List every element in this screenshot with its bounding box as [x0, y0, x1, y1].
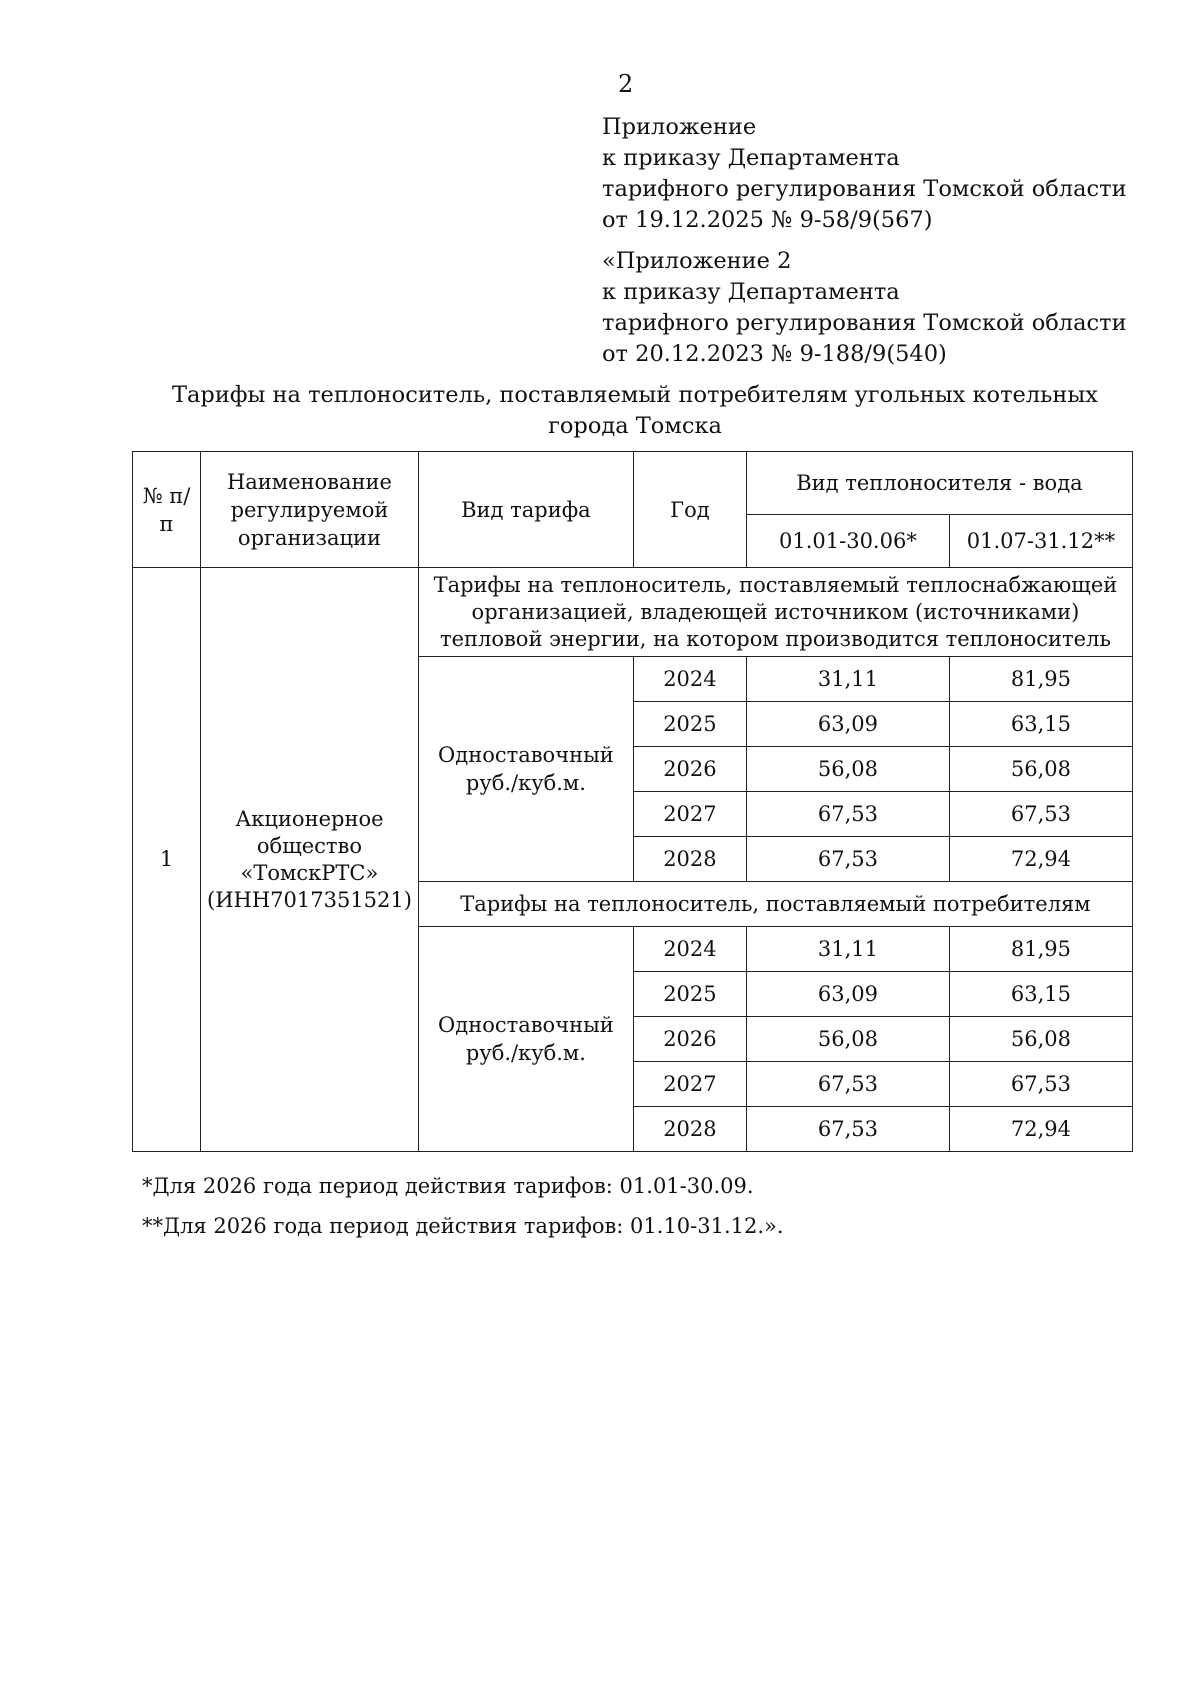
section-caption-row: [133, 568, 1133, 657]
document-title: Тарифы на теплоноситель, поставляемый потребителям угольных котельных города Томска: [172, 382, 1098, 439]
tariff-period-2-cell: 56,08: [949, 747, 1132, 792]
annex-line: тарифного регулирования Томской области: [602, 310, 1127, 336]
tariff-table: [132, 451, 1133, 1152]
year-cell: 2026: [633, 747, 746, 792]
section-caption: Тарифы на теплоноситель, поставляемый теплоснабжающей организацией, владеющей источником (источниками) тепловой энергии, на котором производится теплоноситель: [418, 568, 1132, 657]
tariff-period-1-cell: 56,08: [746, 1017, 949, 1062]
tariff-period-2-cell: 72,94: [949, 837, 1132, 882]
year-cell: 2025: [633, 702, 746, 747]
tariff-type: Одноставочный руб./куб.м.: [418, 657, 633, 882]
header-carrier: Вид теплоносителя - вода: [746, 452, 1132, 515]
tariff-period-1-cell: 56,08: [746, 747, 949, 792]
footnote: **Для 2026 года период действия тарифов: 01.10-31.12.».: [142, 1214, 784, 1238]
tariff-period-2-cell: 63,15: [949, 972, 1132, 1017]
page-number: 2: [618, 70, 634, 98]
annex-line: к приказу Департамента: [602, 279, 900, 305]
annex-previous-header: [602, 246, 1182, 370]
row-number: 1: [133, 568, 201, 1152]
tariff-period-1-cell: 67,53: [746, 1107, 949, 1152]
tariff-period-2-cell: 81,95: [949, 927, 1132, 972]
footnote: *Для 2026 года период действия тарифов: 01.01-30.09.: [142, 1174, 754, 1198]
year-cell: 2027: [633, 792, 746, 837]
tariff-type: Одноставочный руб./куб.м.: [418, 927, 633, 1152]
tariff-period-1-cell: 63,09: [746, 972, 949, 1017]
tariff-period-2-cell: 63,15: [949, 702, 1132, 747]
year-cell: 2024: [633, 927, 746, 972]
tariff-period-1-cell: 67,53: [746, 837, 949, 882]
tariff-period-2-cell: 56,08: [949, 1017, 1132, 1062]
header-organization: Наименование регулируемой организации: [201, 452, 419, 568]
footnotes: [142, 1172, 784, 1252]
tariff-period-1-cell: 67,53: [746, 1062, 949, 1107]
tariff-period-1-cell: 31,11: [746, 657, 949, 702]
year-cell: 2028: [633, 837, 746, 882]
annex-line: тарифного регулирования Томской области: [602, 176, 1127, 202]
year-cell: 2025: [633, 972, 746, 1017]
year-cell: 2024: [633, 657, 746, 702]
annex-line: к приказу Департамента: [602, 145, 900, 171]
organization-name: Акционерное общество «ТомскРТС» (ИНН7017351521): [201, 568, 419, 1152]
year-cell: 2027: [633, 1062, 746, 1107]
tariff-period-2-cell: 67,53: [949, 792, 1132, 837]
annex-line: «Приложение 2: [602, 248, 792, 274]
header-period-2: 01.07-31.12**: [949, 515, 1132, 568]
year-cell: 2026: [633, 1017, 746, 1062]
tariff-period-1-cell: 63,09: [746, 702, 949, 747]
header-tariff-type: Вид тарифа: [418, 452, 633, 568]
tariff-period-2-cell: 67,53: [949, 1062, 1132, 1107]
section-caption: Тарифы на теплоноситель, поставляемый потребителям: [418, 882, 1132, 927]
year-cell: 2028: [633, 1107, 746, 1152]
tariff-period-1-cell: 67,53: [746, 792, 949, 837]
header-year: Год: [633, 452, 746, 568]
header-row: [133, 452, 1133, 515]
annex-current-header: [602, 112, 1182, 236]
annex-line: Приложение: [602, 114, 757, 140]
tariff-period-2-cell: 81,95: [949, 657, 1132, 702]
header-number: № п/п: [133, 452, 201, 568]
tariff-period-1-cell: 31,11: [746, 927, 949, 972]
header-period-1: 01.01-30.06*: [746, 515, 949, 568]
tariff-period-2-cell: 72,94: [949, 1107, 1132, 1152]
annex-line: от 19.12.2025 № 9-58/9(567): [602, 207, 933, 233]
annex-line: от 20.12.2023 № 9-188/9(540): [602, 341, 947, 367]
